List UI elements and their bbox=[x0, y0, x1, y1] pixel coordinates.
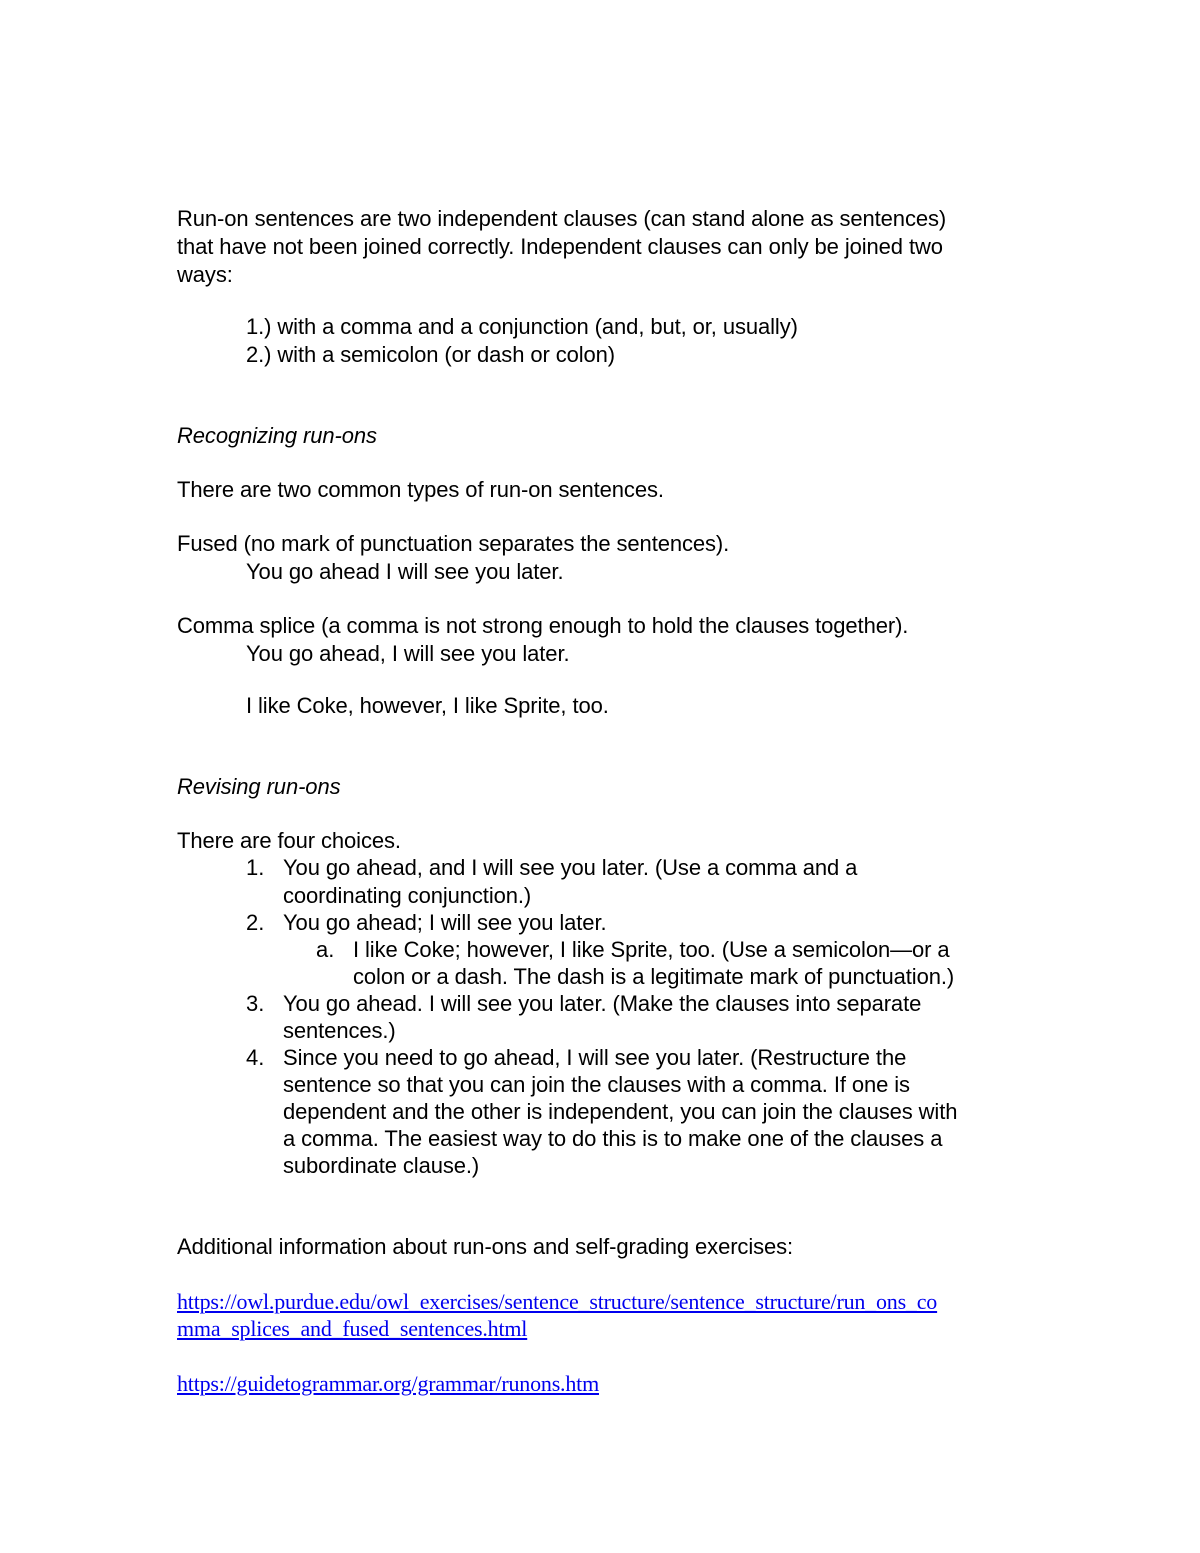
list-item-number: 1. bbox=[246, 855, 265, 880]
list-item-number: 4. bbox=[246, 1045, 265, 1070]
recognizing-heading: Recognizing run-ons bbox=[177, 423, 377, 448]
list-item-number: 3. bbox=[246, 991, 265, 1016]
intro-line-1: Run-on sentences are two independent clauses (can stand alone as sentences) bbox=[177, 206, 947, 231]
sub-list-item-a-line-2: colon or a dash. The dash is a legitimate mark of punctuation.) bbox=[353, 964, 955, 989]
intro-line-2: that have not been joined correctly. Independent clauses can only be joined two bbox=[177, 234, 943, 259]
recognizing-intro: There are two common types of run-on sentences. bbox=[177, 477, 664, 502]
ways-item-1: 1.) with a comma and a conjunction (and, but, or, usually) bbox=[246, 314, 798, 339]
list-item-4-line-4: a comma. The easiest way to do this is to make one of the clauses a bbox=[283, 1126, 943, 1151]
ways-item-2: 2.) with a semicolon (or dash or colon) bbox=[246, 342, 616, 367]
list-item-4-line-5: subordinate clause.) bbox=[283, 1153, 480, 1178]
list-item-4-line-3: dependent and the other is independent, you can join the clauses with bbox=[283, 1099, 958, 1124]
list-item-1-line-1: You go ahead, and I will see you later. (Use a comma and a bbox=[283, 855, 858, 880]
list-item-number: 2. bbox=[246, 910, 265, 935]
sub-list-item-letter: a. bbox=[316, 937, 335, 962]
sub-list-item-a-line-1: I like Coke; however, I like Sprite, too. (Use a semicolon—or a bbox=[353, 937, 950, 962]
comma-splice-description: Comma splice (a comma is not strong enough to hold the clauses together). bbox=[177, 613, 909, 638]
list-item-3-line-2: sentences.) bbox=[283, 1018, 396, 1043]
list-item-1-line-2: coordinating conjunction.) bbox=[283, 883, 532, 908]
purdue-owl-link-line-1[interactable]: https://owl.purdue.edu/owl_exercises/sentence_structure/sentence_structure/run_ons_co bbox=[177, 1289, 938, 1314]
intro-line-3: ways: bbox=[177, 262, 233, 287]
list-item-4-line-1: Since you need to go ahead, I will see you later. (Restructure the bbox=[283, 1045, 907, 1070]
revising-heading: Revising run-ons bbox=[177, 774, 341, 799]
purdue-owl-link-line-2[interactable]: mma_splices_and_fused_sentences.html bbox=[177, 1316, 528, 1341]
fused-example: You go ahead I will see you later. bbox=[246, 559, 564, 584]
additional-info-text: Additional information about run-ons and self-grading exercises: bbox=[177, 1234, 794, 1259]
fused-description: Fused (no mark of punctuation separates the sentences). bbox=[177, 531, 730, 556]
list-item-4-line-2: sentence so that you can join the clauses with a comma. If one is bbox=[283, 1072, 910, 1097]
revising-intro: There are four choices. bbox=[177, 828, 401, 853]
list-item-2-line-1: You go ahead; I will see you later. bbox=[283, 910, 607, 935]
comma-splice-example-2: I like Coke, however, I like Sprite, too. bbox=[246, 693, 609, 718]
guide-to-grammar-link[interactable]: https://guidetogrammar.org/grammar/runons.htm bbox=[177, 1371, 599, 1396]
comma-splice-example-1: You go ahead, I will see you later. bbox=[246, 641, 570, 666]
list-item-3-line-1: You go ahead. I will see you later. (Make the clauses into separate bbox=[283, 991, 922, 1016]
